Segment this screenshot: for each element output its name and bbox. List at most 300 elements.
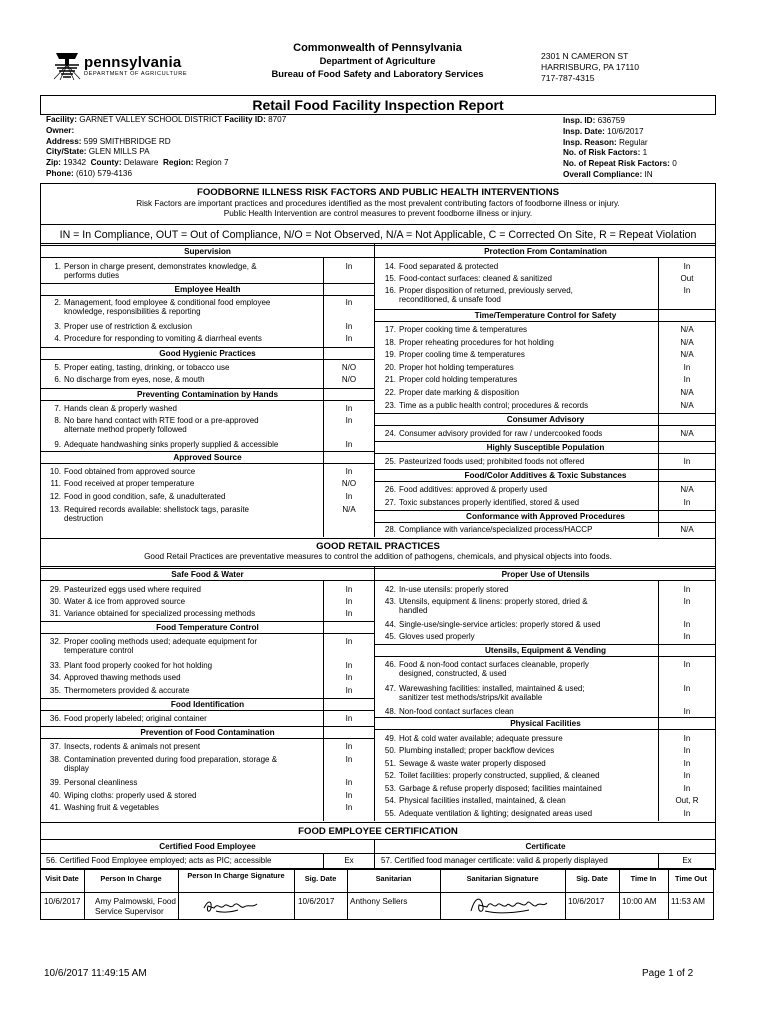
risk_section-item-10 xyxy=(46,467,308,476)
item-text: Single-use/single-service articles: properly stored & used xyxy=(399,620,601,629)
cert-status-56: Ex xyxy=(344,856,354,865)
item-text: Pasteurized foods used; prohibited foods not offered xyxy=(399,457,585,466)
item-text: Garbage & refuse properly disposed; facilities maintained xyxy=(399,784,602,793)
retail_section-item-53 xyxy=(381,784,651,793)
risk_section-item-19 xyxy=(381,350,651,359)
keystone-icon xyxy=(52,50,82,80)
retail_section-item-55 xyxy=(381,809,651,818)
item-number: 20. xyxy=(384,363,396,372)
item-number: 31. xyxy=(49,609,61,618)
item-number: 51. xyxy=(384,759,396,768)
risk_section-status-12: In xyxy=(345,492,353,501)
risk_section-item-23 xyxy=(381,401,651,410)
item-text: Management, food employee & conditional food employee xyxy=(64,298,271,307)
item-number: 38. xyxy=(49,755,61,764)
item-text: Time as a public health control; procedures & records xyxy=(399,401,589,410)
item-text: Required records available: shellstock tags, parasite xyxy=(64,505,249,514)
item-number: 34. xyxy=(49,673,61,682)
retail_section-status-49: In xyxy=(683,734,691,743)
facility-address: 599 SMITHBRIDGE RD xyxy=(83,136,171,146)
risk_section-item-21 xyxy=(381,375,651,384)
retail_section-status-55: In xyxy=(683,809,691,818)
item-number: 42. xyxy=(384,585,396,594)
item-text: Hot & cold water available; adequate pressure xyxy=(399,734,563,743)
item-number: 14. xyxy=(384,262,396,271)
item-number: 52. xyxy=(384,771,396,780)
retail_section-item-37 xyxy=(46,742,308,751)
item-number: 29. xyxy=(49,585,61,594)
item-text: Proper disposition of returned, previously served, xyxy=(399,286,573,295)
risk_section-status-27: In xyxy=(683,498,691,507)
address-phone: 717-787-4315 xyxy=(541,73,595,83)
pic-signature-date: 10/6/2017 xyxy=(298,897,335,906)
risk_section-status-14: In xyxy=(683,262,691,271)
risk_section-item-4 xyxy=(46,334,308,343)
retail_section-item-31 xyxy=(46,609,308,618)
retail_section-item-46 xyxy=(381,660,651,679)
retail_section-status-38: In xyxy=(345,755,353,764)
item-text: Food-contact surfaces: cleaned & sanitized xyxy=(399,274,552,283)
risk_section-item-24 xyxy=(381,429,651,438)
item-number: 44. xyxy=(384,620,396,629)
retail_section-item-47 xyxy=(381,684,651,703)
item-number: 45. xyxy=(384,632,396,641)
facility-info: Facility: GARNET VALLEY SCHOOL DISTRICT Facility ID: 8707 Owner: Address: 599 SMITHBRIDGE RD City/State: GLEN MILLS PA Zip: 19342 County: Delaware Region: Region 7 Phone: (610) 579-4136 xyxy=(46,115,287,178)
risk_section-item-28 xyxy=(381,525,651,534)
retail_section-item-34 xyxy=(46,673,308,682)
address-city: HARRISBURG, PA 17110 xyxy=(541,62,640,72)
risk_section-item-18 xyxy=(381,338,651,347)
retail_section-status-43: In xyxy=(683,597,691,606)
risk_section-left-subheader-3: Preventing Contamination by Hands xyxy=(136,390,279,399)
risk_section-item-25 xyxy=(381,457,651,466)
retail_section-item-52 xyxy=(381,771,651,780)
item-text: Warewashing facilities: installed, maintained & used; xyxy=(399,684,585,693)
sig-header-8: Time Out xyxy=(675,874,707,883)
item-text: Proper use of restriction & exclusion xyxy=(64,322,193,331)
item-number: 4. xyxy=(54,334,61,343)
retail_section-status-45: In xyxy=(683,632,691,641)
risk_section-status-16: In xyxy=(683,286,691,295)
item-number: 15. xyxy=(384,274,396,283)
organization-block xyxy=(250,42,505,79)
risk-factor-count: 1 xyxy=(642,148,648,158)
item-text: Food & non-food contact surfaces cleanable, properly xyxy=(399,660,589,669)
item-text: Wiping cloths: properly used & stored xyxy=(64,791,197,800)
address-street: 2301 N CAMERON ST xyxy=(541,51,629,61)
item-number: 16. xyxy=(384,286,396,295)
risk_section-item-20 xyxy=(381,363,651,372)
risk_section-status-2: In xyxy=(345,298,353,307)
compliance-legend: IN = In Compliance, OUT = Out of Compliance, N/O = Not Observed, N/A = Not Applicable, C = Corrected On Site, R = Repeat Violation xyxy=(59,229,697,241)
sig-header-1: Person In Charge xyxy=(100,874,162,883)
retail_section-status-47: In xyxy=(683,684,691,693)
item-text: Food in good condition, safe, & unadulterated xyxy=(64,492,226,501)
sanitarian-name: Anthony Sellers xyxy=(350,897,408,906)
retail_section-right-subheader-2: Physical Facilities xyxy=(510,719,581,728)
item-number: 49. xyxy=(384,734,396,743)
item-number: 32. xyxy=(49,637,61,646)
risk_section-item-3 xyxy=(46,322,308,331)
item-number: 43. xyxy=(384,597,396,606)
item-text: No bare hand contact with RTE food or a pre-approved xyxy=(64,416,259,425)
retail_section-left-subheader-3: Prevention of Food Contamination xyxy=(140,728,275,737)
risk_section-item-12 xyxy=(46,492,308,501)
visit-date: 10/6/2017 xyxy=(44,897,81,906)
item-number: 8. xyxy=(54,416,61,425)
item-text: Personal cleanliness xyxy=(64,778,138,787)
item-text: Consumer advisory provided for raw / undercooked foods xyxy=(399,429,603,438)
retail_section-status-36: In xyxy=(345,714,353,723)
sanitarian-signature-date: 10/6/2017 xyxy=(568,897,605,906)
retail_section-status-44: In xyxy=(683,620,691,629)
retail_section-status-32: In xyxy=(345,637,353,646)
item-text-cont: handled xyxy=(399,606,428,616)
retail_section-status-53: In xyxy=(683,784,691,793)
sig-header-6: Sig. Date xyxy=(576,874,608,883)
cert-status-57: Ex xyxy=(682,856,692,865)
item-number: 1. xyxy=(54,262,61,271)
item-number: 30. xyxy=(49,597,61,606)
retail_section-left-subheader-0: Safe Food & Water xyxy=(171,570,244,579)
item-text: Sewage & waste water properly disposed xyxy=(399,759,546,768)
risk_section-left-subheader-4: Approved Source xyxy=(173,453,242,462)
risk_section-status-22: N/A xyxy=(680,388,694,397)
risk_section-status-10: In xyxy=(345,467,353,476)
item-number: 6. xyxy=(54,375,61,384)
logo-wordmark: pennsylvania xyxy=(84,54,182,71)
risk_section-item-8 xyxy=(46,416,308,435)
cert-section-title: FOOD EMPLOYEE CERTIFICATION xyxy=(298,826,458,837)
item-text: Approved thawing methods used xyxy=(64,673,181,682)
risk_section-item-5 xyxy=(46,363,308,372)
retail_section-item-42 xyxy=(381,585,651,594)
retail_section-left-subheader-2: Food Identification xyxy=(170,700,245,709)
sig-header-3: Sig. Date xyxy=(304,874,337,883)
retail_section-item-48 xyxy=(381,707,651,716)
item-text: Person in charge present, demonstrates knowledge, & xyxy=(64,262,257,271)
item-text: Proper cooling time & temperatures xyxy=(399,350,525,359)
cert-right-subheader: Certificate xyxy=(525,842,566,851)
facility-phone: (610) 579-4136 xyxy=(76,168,133,178)
risk_section-item-26 xyxy=(381,485,651,494)
facility-city: GLEN MILLS PA xyxy=(88,147,150,157)
item-number: 27. xyxy=(384,498,396,507)
org-department: Department of Agriculture xyxy=(319,55,436,66)
item-text: Food additives: approved & properly used xyxy=(399,485,548,494)
risk_section-item-9 xyxy=(46,440,308,449)
retail_section-item-51 xyxy=(381,759,651,768)
facility-name: GARNET VALLEY SCHOOL DISTRICT xyxy=(79,115,223,124)
item-text: Pasteurized eggs used where required xyxy=(64,585,201,594)
sig-header-5: Sanitarian Signature xyxy=(466,874,539,883)
risk_section-status-18: N/A xyxy=(680,338,694,347)
risk_section-status-3: In xyxy=(345,322,353,331)
risk_section-status-25: In xyxy=(683,457,691,466)
repeat-risk-count: 0 xyxy=(672,159,677,169)
mailing-address xyxy=(541,51,639,84)
risk_section-item-11 xyxy=(46,479,308,488)
item-number: 23. xyxy=(384,401,396,410)
item-text-cont: performs duties xyxy=(64,271,120,281)
retail_section-status-30: In xyxy=(345,597,353,606)
risk_section-item-17 xyxy=(381,325,651,334)
item-number: 10. xyxy=(49,467,61,476)
item-text: Food received at proper temperature xyxy=(64,479,195,488)
retail_section-right-subheader-0: Proper Use of Utensils xyxy=(501,570,590,579)
risk_section-right-subheader-5: Conformance with Approved Procedures xyxy=(466,512,625,521)
item-number: 39. xyxy=(49,778,61,787)
item-number: 17. xyxy=(384,325,396,334)
pa-agriculture-logo xyxy=(52,50,187,82)
item-text: Hands clean & properly washed xyxy=(64,404,177,413)
retail_section-left-subheader-1: Food Temperature Control xyxy=(156,623,259,632)
retail_section-status-29: In xyxy=(345,585,353,594)
retail_section-item-35 xyxy=(46,686,308,695)
retail_section-item-44 xyxy=(381,620,651,629)
risk_section-item-16 xyxy=(381,286,651,305)
item-number: 9. xyxy=(54,440,61,449)
item-text-cont: alternate method properly followed xyxy=(64,425,187,435)
retail_section-status-42: In xyxy=(683,585,691,594)
retail_section-item-45 xyxy=(381,632,651,641)
item-text-cont: display xyxy=(64,764,89,774)
sanitarian-signature xyxy=(467,893,551,917)
item-text: Insects, rodents & animals not present xyxy=(64,742,201,751)
risk_section-status-4: In xyxy=(345,334,353,343)
item-text-cont: destruction xyxy=(64,514,104,524)
item-number: 36. xyxy=(49,714,61,723)
risk_section-status-28: N/A xyxy=(680,525,694,534)
retail_section-status-33: In xyxy=(345,661,353,670)
item-number: 26. xyxy=(384,485,396,494)
item-number: 18. xyxy=(384,338,396,347)
item-text: Gloves used properly xyxy=(399,632,475,641)
retail_section-item-54 xyxy=(381,796,651,805)
risk_section-status-20: In xyxy=(683,363,691,372)
retail_section-item-29 xyxy=(46,585,308,594)
item-text: In-use utensils: properly stored xyxy=(399,585,509,594)
inspection-id: 636759 xyxy=(597,116,625,125)
item-text: Food obtained from approved source xyxy=(64,467,196,476)
risk_section-status-21: In xyxy=(683,375,691,384)
item-number: 54. xyxy=(384,796,396,805)
item-number: 22. xyxy=(384,388,396,397)
pic-signature xyxy=(202,896,262,916)
item-text: Washing fruit & vegetables xyxy=(64,803,159,812)
risk_section-item-27 xyxy=(381,498,651,507)
cert-left-subheader: Certified Food Employee xyxy=(159,842,256,851)
risk_section-item-2 xyxy=(46,298,308,317)
item-text: Proper date marking & disposition xyxy=(399,388,520,397)
page-number: Page 1 of 2 xyxy=(642,968,694,979)
item-number: 2. xyxy=(54,298,61,307)
item-text: Proper hot holding temperatures xyxy=(399,363,514,372)
item-number: 11. xyxy=(50,479,61,488)
retail-section-title: GOOD RETAIL PRACTICES xyxy=(316,541,440,552)
retail_section-status-41: In xyxy=(345,803,353,812)
item-text: Utensils, equipment & linens: properly stored, dried & xyxy=(399,597,588,606)
retail_section-item-43 xyxy=(381,597,651,616)
org-commonwealth: Commonwealth of Pennsylvania xyxy=(293,42,462,54)
risk_section-item-6 xyxy=(46,375,308,384)
facility-id: 8707 xyxy=(268,115,287,124)
item-text: Compliance with variance/specialized process/HACCP xyxy=(399,525,593,534)
risk_section-status-8: In xyxy=(345,416,353,425)
item-text: Proper cooking time & temperatures xyxy=(399,325,528,334)
item-number: 33. xyxy=(49,661,61,670)
risk_section-status-26: N/A xyxy=(680,485,694,494)
retail_section-status-34: In xyxy=(345,673,353,682)
retail_section-status-35: In xyxy=(345,686,353,695)
retail-section-desc: Good Retail Practices are preventative measures to control the addition of pathogens, chemicals, and physical objects into foods. xyxy=(144,552,612,561)
item-number: 7. xyxy=(54,404,61,413)
retail_section-status-39: In xyxy=(345,778,353,787)
item-text: Adequate handwashing sinks properly supplied & accessible xyxy=(64,440,279,449)
inspection-reason: Regular xyxy=(618,137,648,147)
retail_section-status-54: Out, R xyxy=(675,796,699,805)
item-text-cont: reconditioned, & unsafe food xyxy=(399,295,501,305)
risk-section-desc: Risk Factors are important practices and procedures identified as the most prevalent contributing factors of foodborne illness or injury. Public Health Intervention are control measures to prevent foodborne illness or injury. xyxy=(136,199,620,218)
item-text: Proper cold holding temperatures xyxy=(399,375,518,384)
retail_section-status-40: In xyxy=(345,791,353,800)
inspection-date: 10/6/2017 xyxy=(607,126,644,136)
retail_section-status-50: In xyxy=(683,746,691,755)
footer-timestamp: 10/6/2017 11:49:15 AM xyxy=(44,968,147,979)
retail_section-item-32 xyxy=(46,637,308,656)
retail_section-status-52: In xyxy=(683,771,691,780)
risk_section-right-subheader-1: Time/Temperature Control for Safety xyxy=(474,311,617,320)
item-number: 24. xyxy=(384,429,396,438)
risk_section-status-5: N/O xyxy=(341,363,357,372)
item-number: 47. xyxy=(384,684,396,693)
risk_section-left-subheader-0: Supervision xyxy=(184,247,231,256)
item-number: 46. xyxy=(384,660,396,669)
item-text: Toxic substances properly identified, stored & used xyxy=(399,498,580,507)
risk_section-status-7: In xyxy=(345,404,353,413)
retail_section-item-50 xyxy=(381,746,651,755)
item-number: 28. xyxy=(384,525,396,534)
item-text: Contamination prevented during food preparation, storage & xyxy=(64,755,278,764)
retail_section-item-33 xyxy=(46,661,308,670)
item-text-cont: designed, constructed, & used xyxy=(399,669,507,679)
item-text: Proper reheating procedures for hot holding xyxy=(399,338,554,347)
item-number: 53. xyxy=(384,784,396,793)
item-text: Thermometers provided & accurate xyxy=(64,686,190,695)
sig-header-0: Visit Date xyxy=(45,874,79,883)
item-text: Food properly labeled; original container xyxy=(64,714,207,723)
inspection-info: Insp. ID: 636759 Insp. Date: 10/6/2017 Insp. Reason: Regular No. of Risk Factors: 1 No. of Repeat Risk Factors: 0 Overall Compliance: IN xyxy=(563,116,677,179)
retail_section-right-subheader-1: Utensils, Equipment & Vending xyxy=(484,646,606,655)
item-number: 41. xyxy=(49,803,61,812)
item-text: Toilet facilities: properly constructed, supplied, & cleaned xyxy=(399,771,600,780)
item-number: 35. xyxy=(49,686,61,695)
sig-header-7: Time In xyxy=(630,874,657,883)
item-number: 12. xyxy=(49,492,61,501)
retail_section-status-48: In xyxy=(683,707,691,716)
item-text: Plumbing installed; proper backflow devices xyxy=(399,746,555,755)
retail_section-item-40 xyxy=(46,791,308,800)
retail_section-item-49 xyxy=(381,734,651,743)
logo-subtitle: DEPARTMENT OF AGRICULTURE xyxy=(84,71,188,77)
risk_section-item-22 xyxy=(381,388,651,397)
sig-header-4: Sanitarian xyxy=(375,874,412,883)
retail_section-status-37: In xyxy=(345,742,353,751)
risk_section-left-subheader-1: Employee Health xyxy=(174,285,241,294)
item-text-cont: sanitizer test methods/strips/kit available xyxy=(399,693,543,703)
risk_section-right-subheader-3: Highly Susceptible Population xyxy=(486,443,605,452)
item-number: 21. xyxy=(384,375,396,384)
item-text: Food separated & protected xyxy=(399,262,499,271)
risk_section-status-24: N/A xyxy=(680,429,694,438)
time-out: 11:53 AM xyxy=(671,897,705,906)
item-number: 48. xyxy=(384,707,396,716)
report-title: Retail Food Facility Inspection Report xyxy=(40,95,716,115)
risk_section-status-13: N/A xyxy=(342,505,356,514)
risk_section-right-subheader-2: Consumer Advisory xyxy=(506,415,585,424)
org-bureau: Bureau of Food Safety and Laboratory Services xyxy=(271,68,484,79)
risk_section-status-11: N/O xyxy=(341,479,357,488)
sig-header-2: Person In Charge Signature xyxy=(187,871,285,880)
retail_section-item-38 xyxy=(46,755,308,774)
item-number: 37. xyxy=(49,742,61,751)
risk_section-status-17: N/A xyxy=(680,325,694,334)
item-number: 5. xyxy=(54,363,61,372)
item-number: 3. xyxy=(54,322,61,331)
item-text: Plant food properly cooked for hot holding xyxy=(64,661,213,670)
retail_section-item-30 xyxy=(46,597,308,606)
item-text: Water & ice from approved source xyxy=(64,597,186,606)
item-text: Variance obtained for specialized processing methods xyxy=(64,609,256,618)
item-text: Proper cooling methods used; adequate equipment for xyxy=(64,637,258,646)
retail_section-status-51: In xyxy=(683,759,691,768)
item-number: 55. xyxy=(384,809,396,818)
risk_section-item-14 xyxy=(381,262,651,271)
risk_section-status-1: In xyxy=(345,262,353,271)
risk_section-right-subheader-0: Protection From Contamination xyxy=(484,247,607,256)
person-in-charge: Amy Palmowski, Food Service Supervisor xyxy=(95,897,176,916)
item-number: 19. xyxy=(384,350,396,359)
risk_section-item-1 xyxy=(46,262,308,281)
cert-item-57: 57. Certified food manager certificate: valid & properly displayed xyxy=(381,856,608,865)
item-number: 13. xyxy=(49,505,61,514)
item-text: Adequate ventilation & lighting; designated areas used xyxy=(399,809,593,818)
risk_section-status-23: N/A xyxy=(680,401,694,410)
item-text: Proper eating, tasting, drinking, or tobacco use xyxy=(64,363,230,372)
retail_section-status-46: In xyxy=(683,660,691,669)
risk_section-status-19: N/A xyxy=(680,350,694,359)
retail_section-status-31: In xyxy=(345,609,353,618)
time-in: 10:00 AM xyxy=(622,897,657,906)
risk-section-title: FOODBORNE ILLNESS RISK FACTORS AND PUBLIC HEALTH INTERVENTIONS xyxy=(196,187,560,198)
risk_section-item-15 xyxy=(381,274,651,283)
risk_section-item-13 xyxy=(46,505,308,524)
risk_section-item-7 xyxy=(46,404,308,413)
item-text: No discharge from eyes, nose, & mouth xyxy=(64,375,205,384)
risk_section-right-subheader-4: Food/Color Additives & Toxic Substances xyxy=(464,471,627,480)
risk_section-left-subheader-2: Good Hygienic Practices xyxy=(159,349,256,358)
item-text: Non-food contact surfaces clean xyxy=(399,707,514,716)
item-number: 25. xyxy=(384,457,396,466)
cert-item-56: 56. Certified Food Employee employed; acts as PIC; accessible xyxy=(46,856,272,865)
retail_section-item-36 xyxy=(46,714,308,723)
item-number: 50. xyxy=(384,746,396,755)
item-text: Procedure for responding to vomiting & diarrheal events xyxy=(64,334,262,343)
risk_section-status-15: Out xyxy=(680,274,694,283)
item-text: Physical facilities installed, maintained, & clean xyxy=(399,796,566,805)
risk_section-status-9: In xyxy=(345,440,353,449)
item-text-cont: knowledge, responsibilities & reporting xyxy=(64,307,201,317)
